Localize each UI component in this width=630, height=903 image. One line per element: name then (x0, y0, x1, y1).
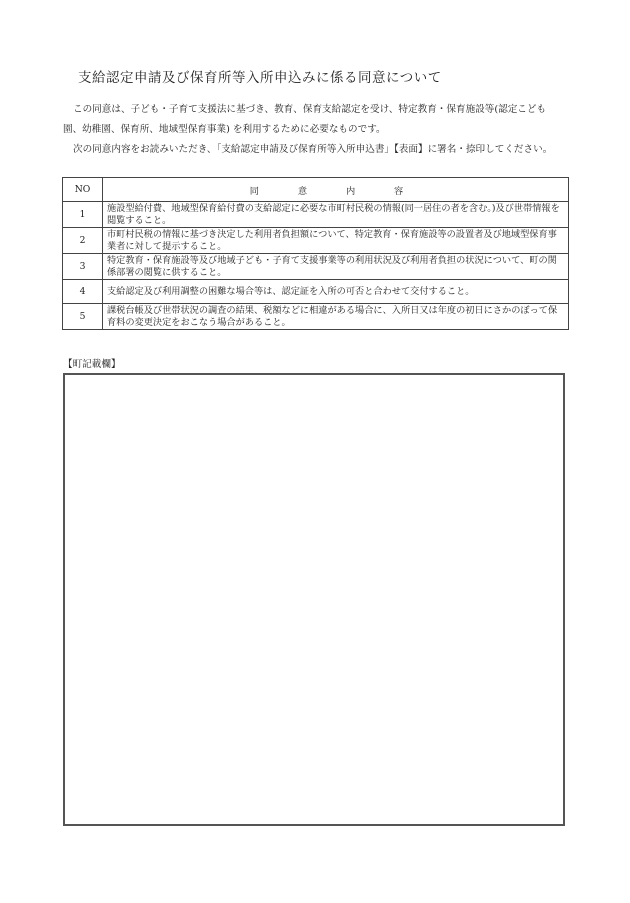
row-content: 特定教育・保育施設等及び地域子ども・子育て支援事業等の利用状況及び利用者負担の状況について、町の関係部署の閲覧に供すること。 (103, 254, 569, 280)
intro-line-2: 園、幼稚園、保育所、地域型保育事業) を利用するために必要なものです。 (63, 124, 386, 135)
table-row (63, 228, 569, 254)
row-content: 市町村民税の情報に基づき決定した利用者負担額について、特定教育・保育施設等の設置者及び地域型保育事業者に対して提示すること。 (103, 228, 569, 254)
consent-table-header (63, 178, 569, 202)
row-no: 4 (63, 280, 103, 304)
intro-paragraph (63, 100, 573, 140)
consent-table (62, 177, 569, 330)
table-row (63, 304, 569, 330)
row-content: 課税台帳及び世帯状況の調査の結果、税額などに相違がある場合に、入所日又は年度の初日にさかのぼって保育料の変更決定をおこなう場合があること。 (103, 304, 569, 330)
header-no: NO (63, 178, 103, 202)
table-row (63, 202, 569, 228)
table-row (63, 280, 569, 304)
row-no: 1 (63, 202, 103, 228)
row-no: 5 (63, 304, 103, 330)
table-row (63, 254, 569, 280)
row-content: 支給認定及び利用調整の困難な場合等は、認定証を入所の可否と合わせて交付すること。 (103, 280, 569, 304)
intro-line-3: 次の同意内容をお読みいただき、「支給認定申請及び保育所等入所申込書」【表面】に署名・捺印してください。 (73, 144, 553, 155)
memo-box (63, 373, 565, 826)
instruction-paragraph (63, 140, 573, 160)
row-no: 3 (63, 254, 103, 280)
row-content: 施設型給付費、地域型保育給付費の支給認定に必要な市町村民税の情報(同一居住の者を含む。)及び世帯情報を閲覧すること。 (103, 202, 569, 228)
intro-line-1: この同意は、子ども・子育て支援法に基づき、教育、保育支給認定を受け、特定教育・保育施設等(認定こども (73, 104, 547, 115)
row-no: 2 (63, 228, 103, 254)
header-content: 同 意 内 容 (103, 178, 569, 202)
memo-section-label: 【町記載欄】 (63, 359, 121, 370)
page-title: 支給認定申請及び保育所等入所申込みに係る同意について (78, 70, 442, 86)
